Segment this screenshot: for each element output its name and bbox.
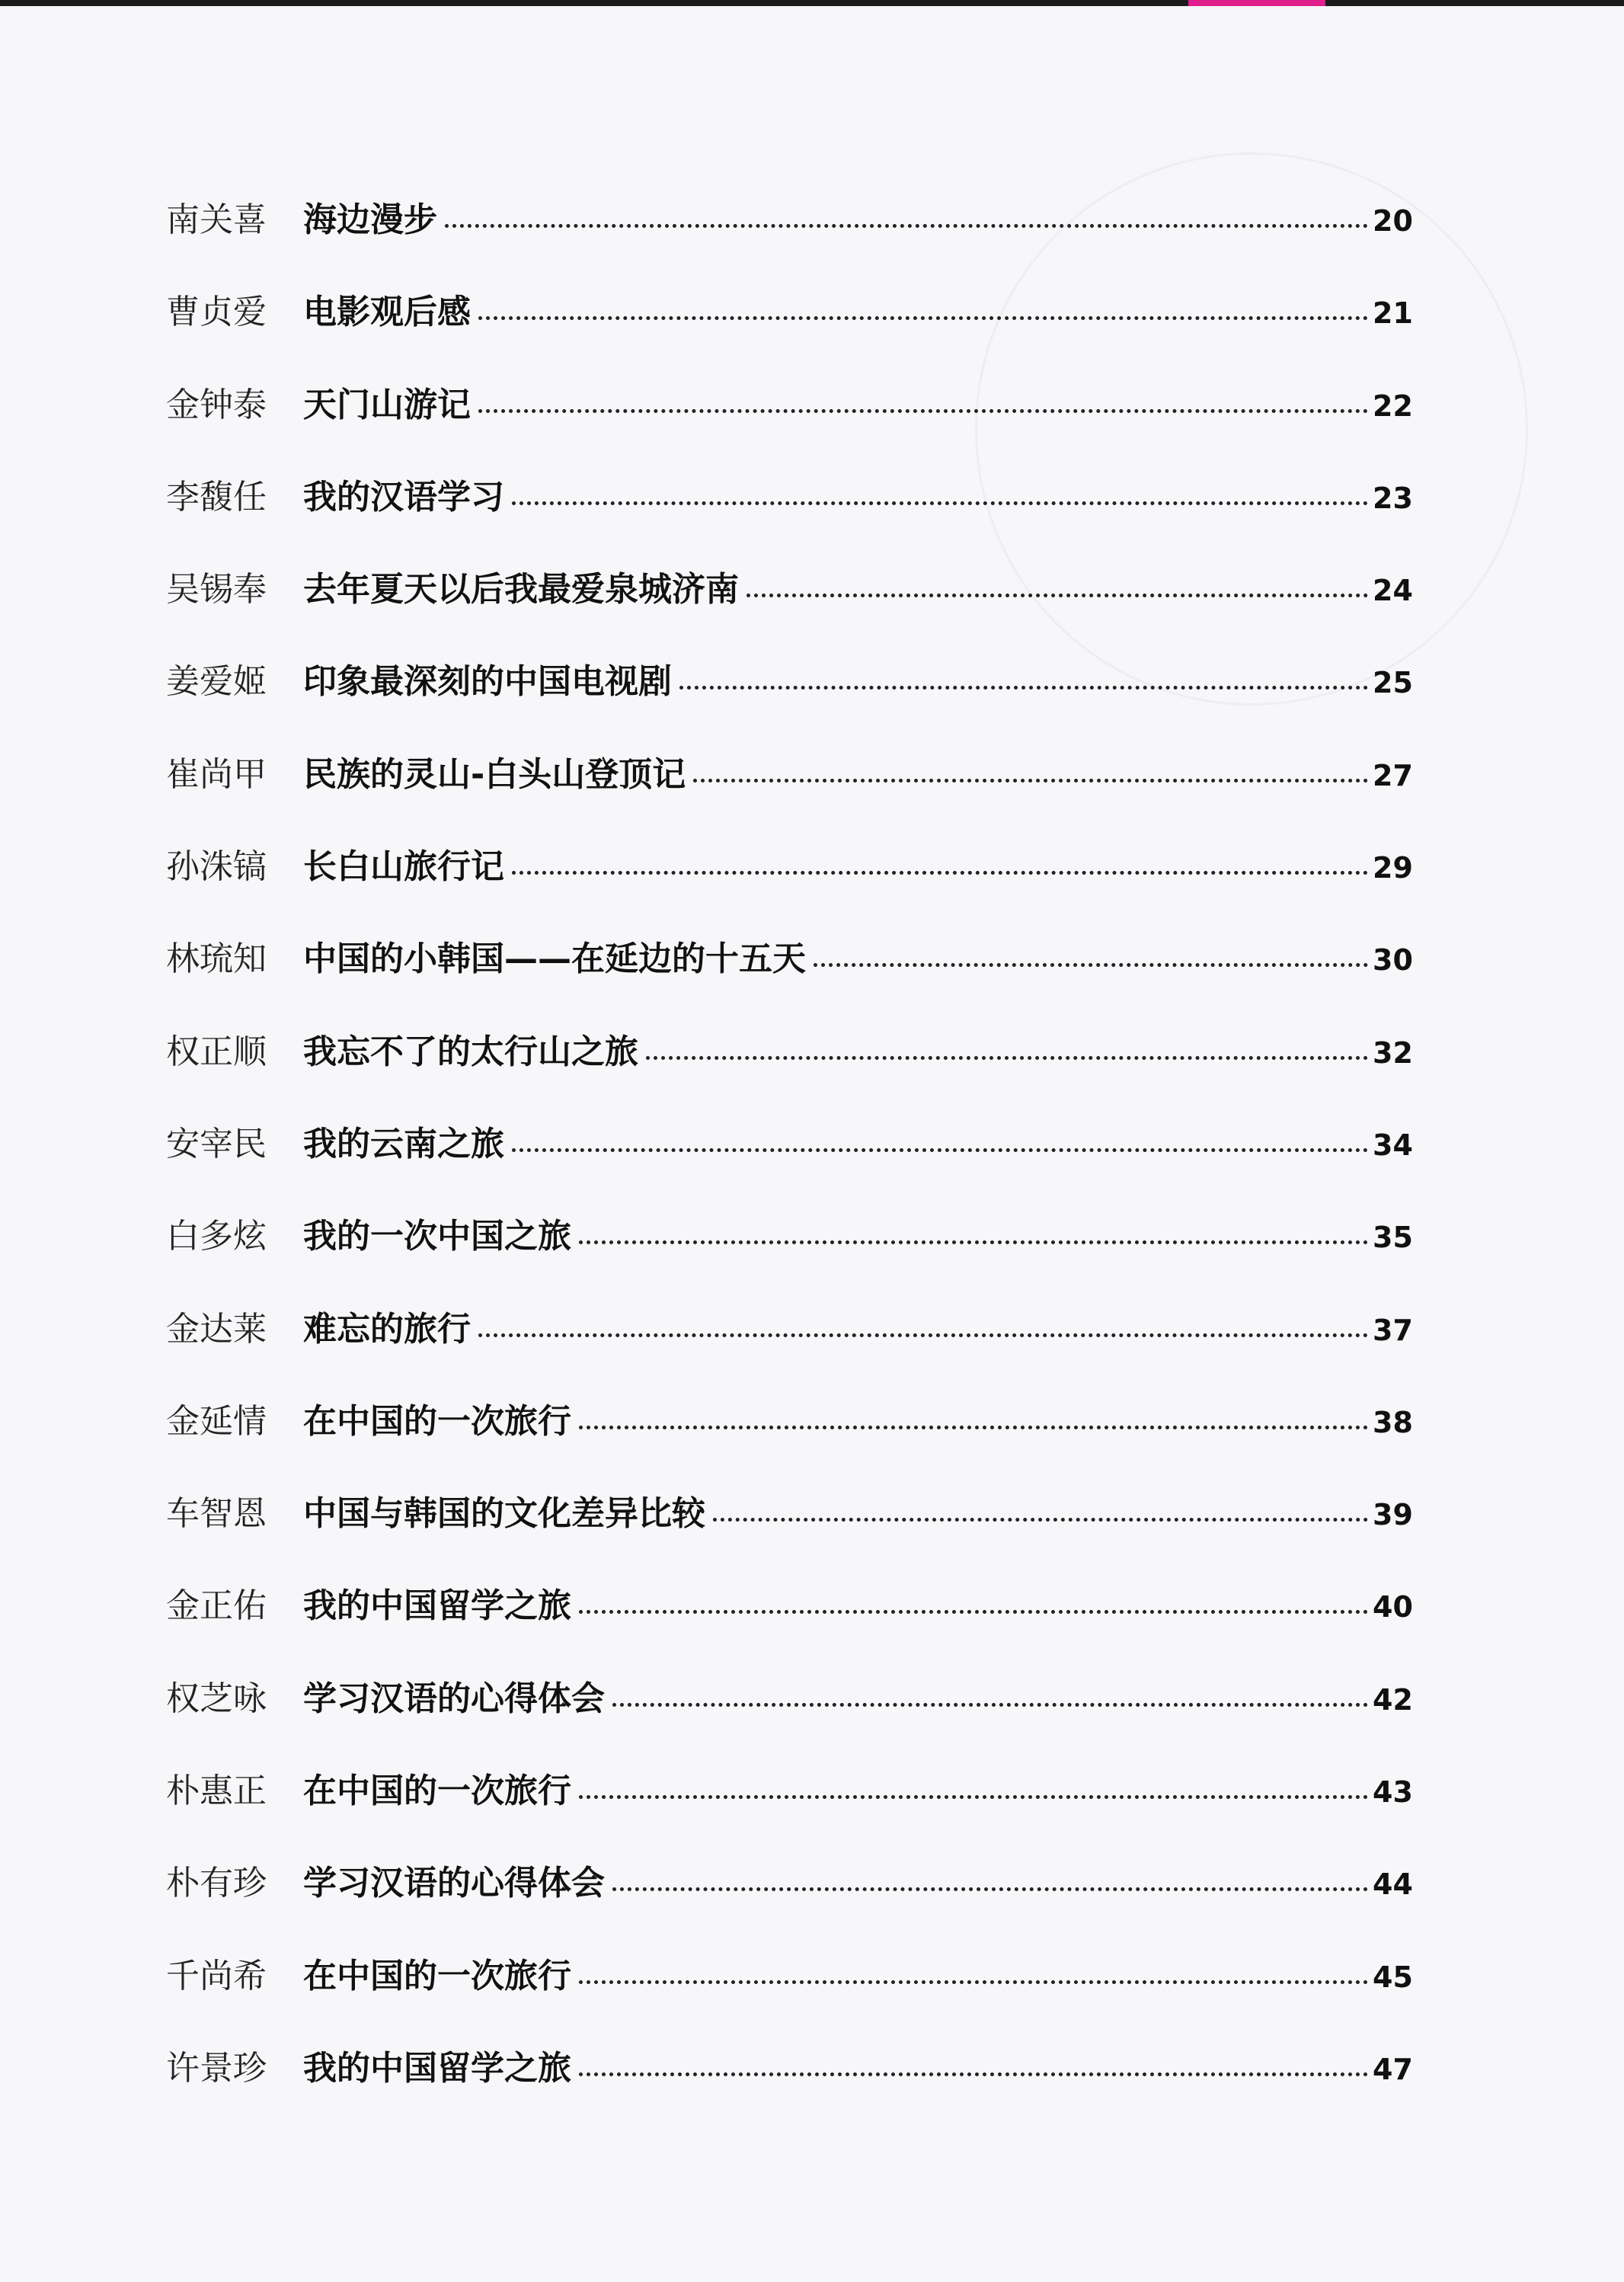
toc-entry — [166, 1948, 1413, 2040]
entry-author: 金钟泰 — [166, 385, 267, 424]
toc-entry — [166, 377, 1413, 469]
toc-entry — [166, 469, 1413, 562]
entry-page-number: 34 — [1373, 1128, 1413, 1162]
toc-entry — [166, 1394, 1413, 1486]
entry-title: 在中国的一次旅行 — [303, 1772, 571, 1811]
entry-title: 难忘的旅行 — [303, 1309, 471, 1349]
dot-leader — [512, 501, 1368, 505]
entry-page-number: 24 — [1373, 574, 1413, 608]
dot-leader — [512, 1148, 1368, 1152]
entry-title: 中国与韩国的文化差异比较 — [303, 1494, 705, 1534]
entry-page-number: 30 — [1373, 943, 1413, 978]
dot-leader — [579, 1240, 1368, 1244]
entry-title: 电影观后感 — [303, 293, 471, 332]
entry-author: 李馥任 — [166, 477, 267, 517]
dot-leader — [612, 1887, 1368, 1891]
entry-author: 权芝咏 — [166, 1679, 267, 1718]
toc-entry — [166, 1024, 1413, 1116]
entry-title: 长白山旅行记 — [303, 847, 504, 887]
toc-entry — [166, 2040, 1413, 2133]
entry-title: 我忘不了的太行山之旅 — [303, 1032, 638, 1071]
entry-title: 在中国的一次旅行 — [303, 1956, 571, 1996]
dot-leader — [612, 1703, 1368, 1707]
toc-entry — [166, 1855, 1413, 1948]
entry-page-number: 27 — [1373, 758, 1413, 792]
entry-author: 姜爱姬 — [166, 662, 267, 702]
entry-author: 权正顺 — [166, 1032, 267, 1071]
entry-title: 学习汉语的心得体会 — [303, 1679, 605, 1718]
toc-entry — [166, 1208, 1413, 1301]
dot-leader — [646, 1056, 1368, 1060]
dot-leader — [746, 594, 1368, 597]
entry-page-number: 47 — [1373, 2052, 1413, 2086]
dot-leader — [579, 1795, 1368, 1799]
entry-page-number: 35 — [1373, 1221, 1413, 1255]
dot-leader — [445, 224, 1368, 228]
entry-page-number: 44 — [1373, 1868, 1413, 1902]
entry-title: 海边漫步 — [303, 200, 437, 239]
toc-entry — [166, 839, 1413, 931]
entry-page-number: 32 — [1373, 1035, 1413, 1070]
dot-leader — [579, 1980, 1368, 1984]
dot-leader — [679, 686, 1368, 690]
toc-entry — [166, 1763, 1413, 1855]
dot-leader — [713, 1518, 1368, 1522]
entry-page-number: 39 — [1373, 1498, 1413, 1532]
entry-page-number: 25 — [1373, 666, 1413, 700]
entry-title: 在中国的一次旅行 — [303, 1401, 571, 1441]
entry-page-number: 38 — [1373, 1405, 1413, 1439]
toc-entry — [166, 931, 1413, 1023]
dot-leader — [478, 409, 1368, 413]
entry-author: 曹贞爱 — [166, 293, 267, 332]
toc-entry — [166, 1116, 1413, 1208]
entry-page-number: 42 — [1373, 1682, 1413, 1717]
toc-entry — [166, 1578, 1413, 1670]
dot-leader — [478, 316, 1368, 320]
toc-entry — [166, 747, 1413, 839]
entry-title: 我的中国留学之旅 — [303, 2048, 571, 2088]
entry-author: 朴惠正 — [166, 1772, 267, 1811]
entry-page-number: 22 — [1373, 389, 1413, 423]
entry-title: 我的云南之旅 — [303, 1124, 504, 1163]
entry-author: 许景珍 — [166, 2048, 267, 2088]
entry-page-number: 40 — [1373, 1590, 1413, 1624]
scan-color-mark — [1188, 0, 1325, 6]
entry-page-number: 23 — [1373, 481, 1413, 515]
toc-entry — [166, 1301, 1413, 1394]
scan-top-edge — [0, 0, 1624, 6]
dot-leader — [478, 1333, 1368, 1337]
entry-author: 车智恩 — [166, 1494, 267, 1534]
entry-title: 学习汉语的心得体会 — [303, 1864, 605, 1903]
entry-author: 南关喜 — [166, 200, 267, 239]
toc-entry — [166, 284, 1413, 376]
dot-leader — [579, 1426, 1368, 1429]
entry-author: 孙洙镐 — [166, 847, 267, 887]
entry-page-number: 43 — [1373, 1775, 1413, 1810]
dot-leader — [512, 871, 1368, 875]
entry-page-number: 21 — [1373, 296, 1413, 331]
entry-author: 安宰民 — [166, 1124, 267, 1163]
entry-author: 朴有珍 — [166, 1864, 267, 1903]
toc-entry — [166, 654, 1413, 746]
table-of-contents — [166, 192, 1413, 2133]
entry-author: 白多炫 — [166, 1217, 267, 1256]
entry-title: 中国的小韩国——在延边的十五天 — [303, 939, 806, 979]
entry-page-number: 29 — [1373, 851, 1413, 885]
dot-leader — [814, 963, 1368, 967]
entry-title: 我的一次中国之旅 — [303, 1217, 571, 1256]
entry-page-number: 20 — [1373, 204, 1413, 238]
entry-title: 天门山游记 — [303, 385, 471, 424]
entry-author: 金达莱 — [166, 1309, 267, 1349]
toc-entry — [166, 192, 1413, 284]
entry-author: 千尚希 — [166, 1956, 267, 1996]
entry-title: 我的中国留学之旅 — [303, 1586, 571, 1626]
toc-entry — [166, 1486, 1413, 1578]
entry-author: 崔尚甲 — [166, 754, 267, 794]
entry-title: 去年夏天以后我最爱泉城济南 — [303, 570, 739, 610]
entry-author: 金延情 — [166, 1401, 267, 1441]
entry-title: 印象最深刻的中国电视剧 — [303, 662, 672, 702]
dot-leader — [693, 779, 1368, 783]
toc-entry — [166, 1671, 1413, 1763]
entry-author: 吴锡奉 — [166, 570, 267, 610]
dot-leader — [579, 1610, 1368, 1614]
entry-page-number: 45 — [1373, 1960, 1413, 1994]
entry-title: 民族的灵山-白头山登顶记 — [303, 754, 686, 794]
toc-entry — [166, 562, 1413, 654]
entry-author: 金正佑 — [166, 1586, 267, 1626]
entry-author: 林琉知 — [166, 939, 267, 979]
entry-title: 我的汉语学习 — [303, 477, 504, 517]
dot-leader — [579, 2072, 1368, 2076]
entry-page-number: 37 — [1373, 1313, 1413, 1347]
